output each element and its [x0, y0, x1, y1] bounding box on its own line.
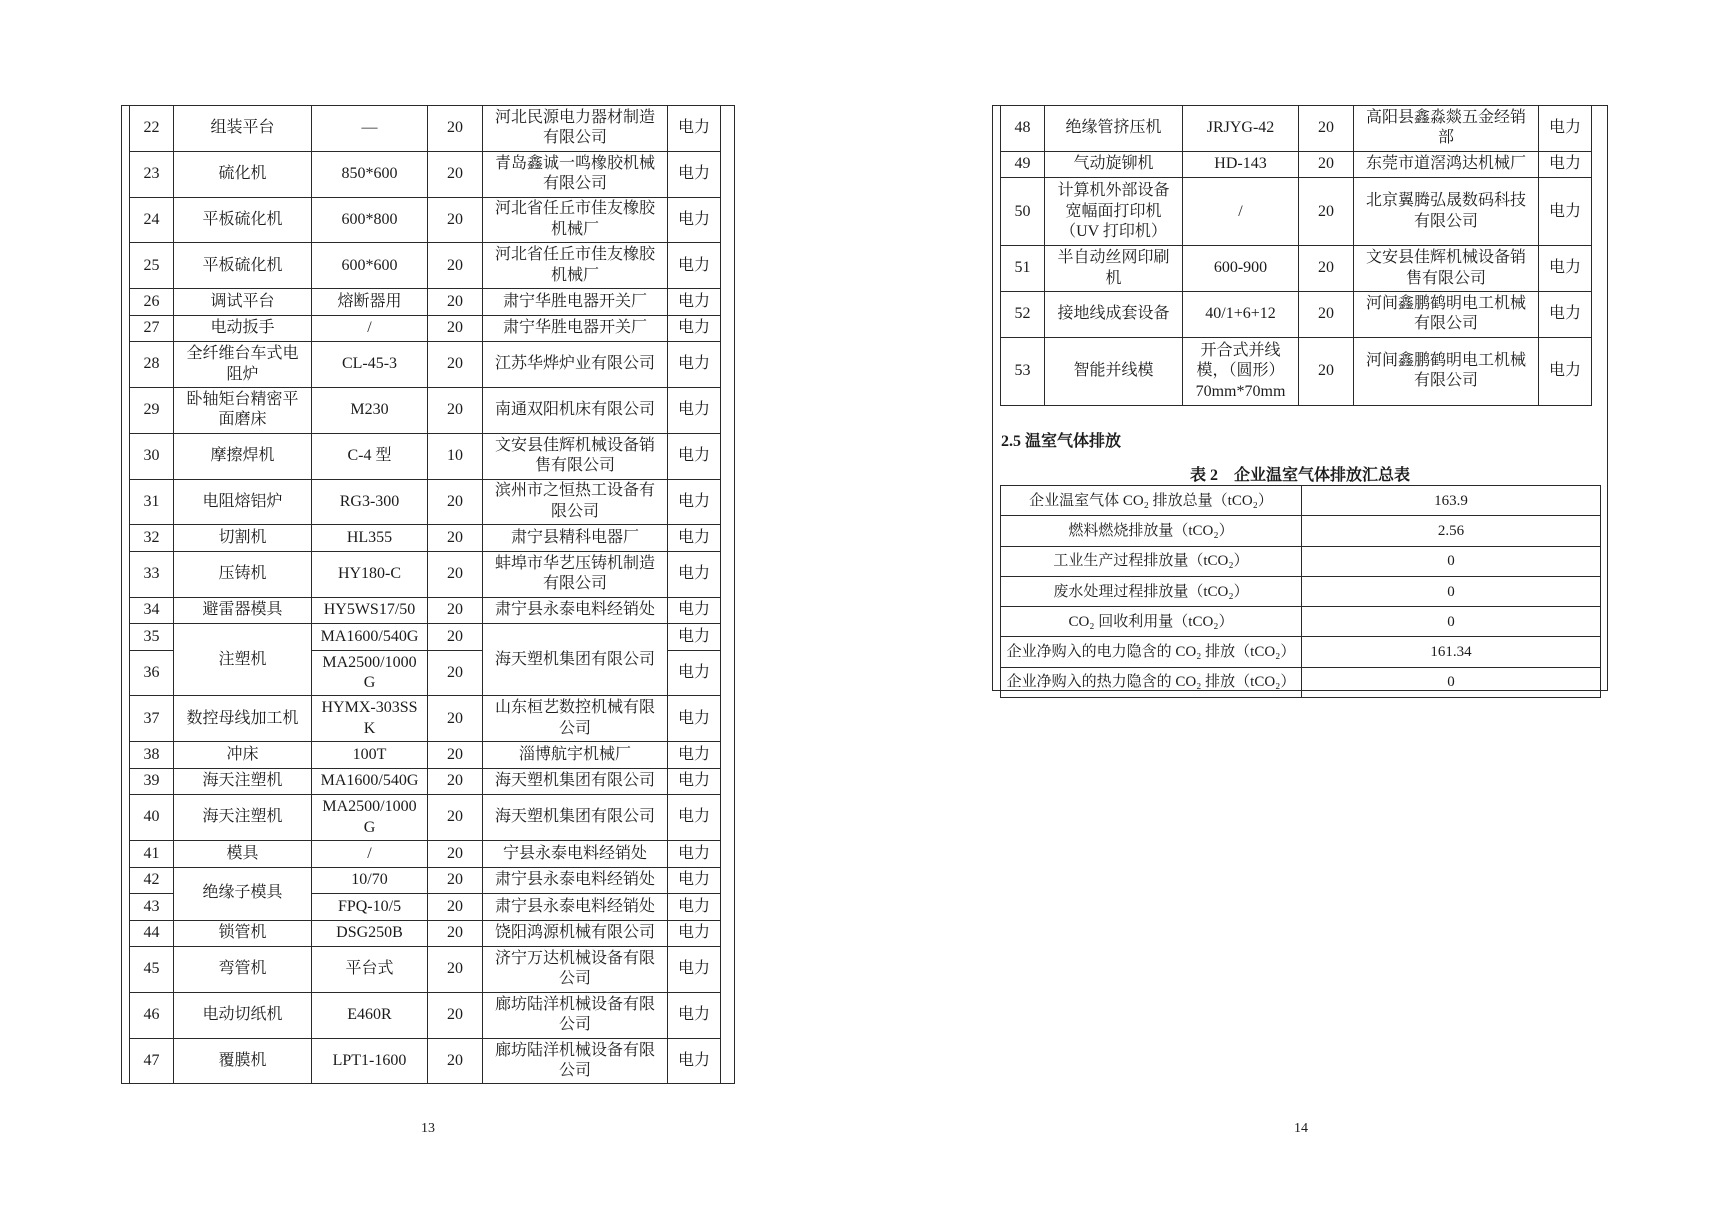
energy-type: 电力	[668, 894, 721, 921]
emission-item: CO₂ 回收利用量（tCO₂）	[1001, 607, 1302, 637]
supplier: 蚌埠市华艺压铸机制造 有限公司	[483, 551, 668, 597]
quantity: 20	[428, 624, 483, 651]
equipment-name: 平板硫化机	[174, 197, 312, 243]
energy-type: 电力	[668, 696, 721, 742]
equipment-model: 平台式	[312, 947, 428, 993]
table-row	[1001, 576, 1601, 606]
equipment-model: DSG250B	[312, 920, 428, 947]
energy-type: 电力	[668, 342, 721, 388]
energy-type: 电力	[1539, 151, 1592, 178]
equipment-name: 覆膜机	[174, 1038, 312, 1084]
equipment-name: 压铸机	[174, 551, 312, 597]
emission-item: 企业温室气体 CO₂ 排放总量（tCO₂）	[1001, 486, 1302, 516]
equipment-model: 熔断器用	[312, 289, 428, 316]
emission-value: 0	[1302, 667, 1601, 697]
equipment-model: C-4 型	[312, 433, 428, 479]
equipment-model: MA2500/1000 G	[312, 795, 428, 841]
table-row	[130, 315, 721, 342]
energy-type: 电力	[668, 433, 721, 479]
energy-type: 电力	[668, 289, 721, 316]
energy-type: 电力	[668, 1038, 721, 1084]
equipment-model: 600*600	[312, 243, 428, 289]
table-row	[130, 947, 721, 993]
equipment-name: 切割机	[174, 525, 312, 552]
supplier: 饶阳鸿源机械有限公司	[483, 920, 668, 947]
table-row	[130, 289, 721, 316]
equipment-model: 850*600	[312, 151, 428, 197]
energy-type: 电力	[668, 525, 721, 552]
energy-type: 电力	[1539, 246, 1592, 292]
row-number: 50	[1001, 178, 1045, 246]
energy-type: 电力	[668, 742, 721, 769]
equipment-name: 半自动丝网印刷 机	[1045, 246, 1183, 292]
equipment-name: 接地线成套设备	[1045, 292, 1183, 338]
equipment-model: HL355	[312, 525, 428, 552]
table-row	[130, 197, 721, 243]
table-row	[1001, 516, 1601, 546]
equipment-name: 电动切纸机	[174, 992, 312, 1038]
supplier: 文安县佳辉机械设备销 售有限公司	[1354, 246, 1539, 292]
quantity: 20	[428, 342, 483, 388]
quantity: 20	[1299, 246, 1354, 292]
equipment-name: 硫化机	[174, 151, 312, 197]
row-number: 45	[130, 947, 174, 993]
equipment-name: 锁管机	[174, 920, 312, 947]
energy-type: 电力	[668, 920, 721, 947]
row-number: 38	[130, 742, 174, 769]
equipment-model: JRJYG-42	[1183, 106, 1299, 152]
quantity: 20	[428, 650, 483, 696]
energy-type: 电力	[668, 151, 721, 197]
energy-type: 电力	[1539, 106, 1592, 152]
energy-type: 电力	[668, 197, 721, 243]
equipment-name: 电阻熔铝炉	[174, 479, 312, 525]
equipment-model: /	[1183, 178, 1299, 246]
emission-value: 2.56	[1302, 516, 1601, 546]
energy-type: 电力	[668, 624, 721, 651]
equipment-model: HD-143	[1183, 151, 1299, 178]
energy-type: 电力	[668, 551, 721, 597]
row-number: 25	[130, 243, 174, 289]
row-number: 41	[130, 841, 174, 868]
quantity: 20	[1299, 292, 1354, 338]
equipment-model: MA2500/1000 G	[312, 650, 428, 696]
row-number: 42	[130, 867, 174, 894]
equipment-name: 数控母线加工机	[174, 696, 312, 742]
equipment-model: 开合式并线 模，（圆形） 70mm*70mm	[1183, 337, 1299, 405]
quantity: 20	[428, 696, 483, 742]
table-row	[130, 742, 721, 769]
equipment-name: 电动扳手	[174, 315, 312, 342]
equipment-model: RG3-300	[312, 479, 428, 525]
table-row	[1001, 292, 1592, 338]
table-row	[130, 551, 721, 597]
supplier: 河北省任丘市佳友橡胶 机械厂	[483, 243, 668, 289]
equipment-name: 组装平台	[174, 106, 312, 152]
quantity: 20	[428, 597, 483, 624]
row-number: 39	[130, 768, 174, 795]
row-number: 37	[130, 696, 174, 742]
equipment-model: /	[312, 841, 428, 868]
equipment-name: 绝缘管挤压机	[1045, 106, 1183, 152]
table-row	[130, 867, 721, 894]
quantity: 20	[428, 551, 483, 597]
equipment-model: E460R	[312, 992, 428, 1038]
quantity: 20	[1299, 106, 1354, 152]
table-row	[130, 525, 721, 552]
quantity: 20	[428, 867, 483, 894]
equipment-table-right	[1000, 105, 1592, 406]
table-row	[130, 920, 721, 947]
table-row	[1001, 486, 1601, 516]
quantity: 20	[428, 197, 483, 243]
emission-item: 废水处理过程排放量（tCO₂）	[1001, 576, 1302, 606]
supplier: 山东桓艺数控机械有限 公司	[483, 696, 668, 742]
row-number: 51	[1001, 246, 1045, 292]
supplier: 北京翼腾弘晟数码科技 有限公司	[1354, 178, 1539, 246]
table-row	[130, 768, 721, 795]
quantity: 20	[428, 243, 483, 289]
equipment-name: 平板硫化机	[174, 243, 312, 289]
table-row	[130, 342, 721, 388]
supplier: 肃宁华胜电器开关厂	[483, 315, 668, 342]
equipment-model: 600*800	[312, 197, 428, 243]
quantity: 20	[428, 151, 483, 197]
energy-type: 电力	[668, 795, 721, 841]
supplier: 江苏华烨炉业有限公司	[483, 342, 668, 388]
equipment-model: —	[312, 106, 428, 152]
quantity: 20	[428, 742, 483, 769]
equipment-name: 调试平台	[174, 289, 312, 316]
equipment-model: MA1600/540G	[312, 768, 428, 795]
supplier: 河北民源电力器材制造 有限公司	[483, 106, 668, 152]
supplier: 肃宁县永泰电料经销处	[483, 597, 668, 624]
supplier: 海天塑机集团有限公司	[483, 795, 668, 841]
supplier: 廊坊陆洋机械设备有限 公司	[483, 1038, 668, 1084]
quantity: 20	[428, 479, 483, 525]
equipment-name: 模具	[174, 841, 312, 868]
table-row	[130, 243, 721, 289]
energy-type: 电力	[668, 479, 721, 525]
equipment-model: /	[312, 315, 428, 342]
supplier: 肃宁县永泰电料经销处	[483, 867, 668, 894]
table-row	[130, 1038, 721, 1084]
table-row	[130, 433, 721, 479]
energy-type: 电力	[668, 768, 721, 795]
emission-value: 0	[1302, 546, 1601, 576]
row-number: 26	[130, 289, 174, 316]
equipment-table-left	[129, 105, 721, 1084]
equipment-model: 600-900	[1183, 246, 1299, 292]
row-number: 23	[130, 151, 174, 197]
table-title: 表 2 企业温室气体排放汇总表	[1189, 467, 1410, 484]
table-row	[130, 597, 721, 624]
supplier: 肃宁华胜电器开关厂	[483, 289, 668, 316]
emission-item: 企业净购入的热力隐含的 CO₂ 排放（tCO₂）	[1001, 667, 1302, 697]
equipment-model: 100T	[312, 742, 428, 769]
quantity: 20	[428, 106, 483, 152]
equipment-name: 气动旋铆机	[1045, 151, 1183, 178]
quantity: 20	[428, 795, 483, 841]
table-row	[130, 624, 721, 651]
row-number: 24	[130, 197, 174, 243]
emission-item: 工业生产过程排放量（tCO₂）	[1001, 546, 1302, 576]
table-row	[1001, 637, 1601, 667]
equipment-name: 冲床	[174, 742, 312, 769]
quantity: 20	[428, 768, 483, 795]
table-row	[130, 106, 721, 152]
table-row	[130, 992, 721, 1038]
supplier: 肃宁县永泰电料经销处	[483, 894, 668, 921]
section-heading: 2.5 温室气体排放	[1001, 433, 1122, 450]
quantity: 20	[1299, 337, 1354, 405]
equipment-name: 注塑机	[174, 624, 312, 696]
equipment-name: 卧轴矩台精密平 面磨床	[174, 387, 312, 433]
row-number: 52	[1001, 292, 1045, 338]
equipment-name: 摩擦焊机	[174, 433, 312, 479]
equipment-model: HYMX-303SS K	[312, 696, 428, 742]
row-number: 28	[130, 342, 174, 388]
table-row	[1001, 151, 1592, 178]
row-number: 47	[130, 1038, 174, 1084]
equipment-name: 弯管机	[174, 947, 312, 993]
row-number: 53	[1001, 337, 1045, 405]
row-number: 29	[130, 387, 174, 433]
supplier: 淄博航宇机械厂	[483, 742, 668, 769]
supplier: 南通双阳机床有限公司	[483, 387, 668, 433]
supplier: 河北省任丘市佳友橡胶 机械厂	[483, 197, 668, 243]
table-row	[130, 696, 721, 742]
supplier: 宁县永泰电料经销处	[483, 841, 668, 868]
table-row	[1001, 178, 1592, 246]
energy-type: 电力	[668, 947, 721, 993]
quantity: 10	[428, 433, 483, 479]
quantity: 20	[428, 894, 483, 921]
energy-type: 电力	[668, 650, 721, 696]
energy-type: 电力	[668, 106, 721, 152]
supplier: 济宁万达机械设备有限 公司	[483, 947, 668, 993]
supplier: 海天塑机集团有限公司	[483, 624, 668, 696]
equipment-name: 绝缘子模具	[174, 867, 312, 920]
table-row	[130, 479, 721, 525]
supplier: 高阳县鑫淼燚五金经销 部	[1354, 106, 1539, 152]
equipment-model: HY5WS17/50	[312, 597, 428, 624]
table-row	[1001, 337, 1592, 405]
table-row	[1001, 246, 1592, 292]
equipment-model: 40/1+6+12	[1183, 292, 1299, 338]
equipment-model: LPT1-1600	[312, 1038, 428, 1084]
table-row	[1001, 546, 1601, 576]
energy-type: 电力	[668, 387, 721, 433]
energy-type: 电力	[668, 841, 721, 868]
row-number: 43	[130, 894, 174, 921]
equipment-model: 10/70	[312, 867, 428, 894]
supplier: 廊坊陆洋机械设备有限 公司	[483, 992, 668, 1038]
quantity: 20	[428, 315, 483, 342]
emission-item: 燃料燃烧排放量（tCO₂）	[1001, 516, 1302, 546]
energy-type: 电力	[1539, 292, 1592, 338]
energy-type: 电力	[668, 243, 721, 289]
row-number: 44	[130, 920, 174, 947]
quantity: 20	[428, 947, 483, 993]
energy-type: 电力	[668, 597, 721, 624]
page-number: 14	[1294, 1121, 1308, 1136]
row-number: 49	[1001, 151, 1045, 178]
equipment-model: MA1600/540G	[312, 624, 428, 651]
table-row	[130, 387, 721, 433]
row-number: 36	[130, 650, 174, 696]
equipment-name: 海天注塑机	[174, 795, 312, 841]
emission-value: 163.9	[1302, 486, 1601, 516]
table-row	[130, 795, 721, 841]
quantity: 20	[428, 992, 483, 1038]
row-number: 40	[130, 795, 174, 841]
table-row	[130, 151, 721, 197]
quantity: 20	[428, 289, 483, 316]
equipment-model: CL-45-3	[312, 342, 428, 388]
equipment-model: FPQ-10/5	[312, 894, 428, 921]
emission-summary-table	[1000, 485, 1601, 698]
supplier: 海天塑机集团有限公司	[483, 768, 668, 795]
row-number: 30	[130, 433, 174, 479]
equipment-name: 避雷器模具	[174, 597, 312, 624]
supplier: 河间鑫鹏鹤明电工机械 有限公司	[1354, 337, 1539, 405]
quantity: 20	[1299, 178, 1354, 246]
row-number: 33	[130, 551, 174, 597]
row-number: 32	[130, 525, 174, 552]
quantity: 20	[428, 387, 483, 433]
equipment-name: 海天注塑机	[174, 768, 312, 795]
row-number: 46	[130, 992, 174, 1038]
quantity: 20	[428, 841, 483, 868]
supplier: 青岛鑫诚一鸣橡胶机械 有限公司	[483, 151, 668, 197]
row-number: 35	[130, 624, 174, 651]
emission-value: 0	[1302, 576, 1601, 606]
energy-type: 电力	[1539, 178, 1592, 246]
equipment-model: M230	[312, 387, 428, 433]
energy-type: 电力	[668, 992, 721, 1038]
quantity: 20	[428, 1038, 483, 1084]
table-row	[1001, 607, 1601, 637]
row-number: 34	[130, 597, 174, 624]
quantity: 20	[428, 920, 483, 947]
page-number: 13	[421, 1121, 435, 1136]
table-row	[130, 841, 721, 868]
supplier: 肃宁县精科电器厂	[483, 525, 668, 552]
row-number: 27	[130, 315, 174, 342]
row-number: 48	[1001, 106, 1045, 152]
row-number: 22	[130, 106, 174, 152]
quantity: 20	[1299, 151, 1354, 178]
energy-type: 电力	[1539, 337, 1592, 405]
table-row	[1001, 106, 1592, 152]
table-row	[1001, 667, 1601, 697]
emission-item: 企业净购入的电力隐含的 CO₂ 排放（tCO₂）	[1001, 637, 1302, 667]
energy-type: 电力	[668, 315, 721, 342]
equipment-name: 智能并线模	[1045, 337, 1183, 405]
supplier: 河间鑫鹏鹤明电工机械 有限公司	[1354, 292, 1539, 338]
supplier: 文安县佳辉机械设备销 售有限公司	[483, 433, 668, 479]
row-number: 31	[130, 479, 174, 525]
equipment-model: HY180-C	[312, 551, 428, 597]
emission-value: 161.34	[1302, 637, 1601, 667]
equipment-name: 计算机外部设备 宽幅面打印机 （UV 打印机）	[1045, 178, 1183, 246]
quantity: 20	[428, 525, 483, 552]
equipment-name: 全纤维台车式电 阻炉	[174, 342, 312, 388]
energy-type: 电力	[668, 867, 721, 894]
emission-value: 0	[1302, 607, 1601, 637]
supplier: 东莞市道滘鸿达机械厂	[1354, 151, 1539, 178]
supplier: 滨州市之恒热工设备有 限公司	[483, 479, 668, 525]
